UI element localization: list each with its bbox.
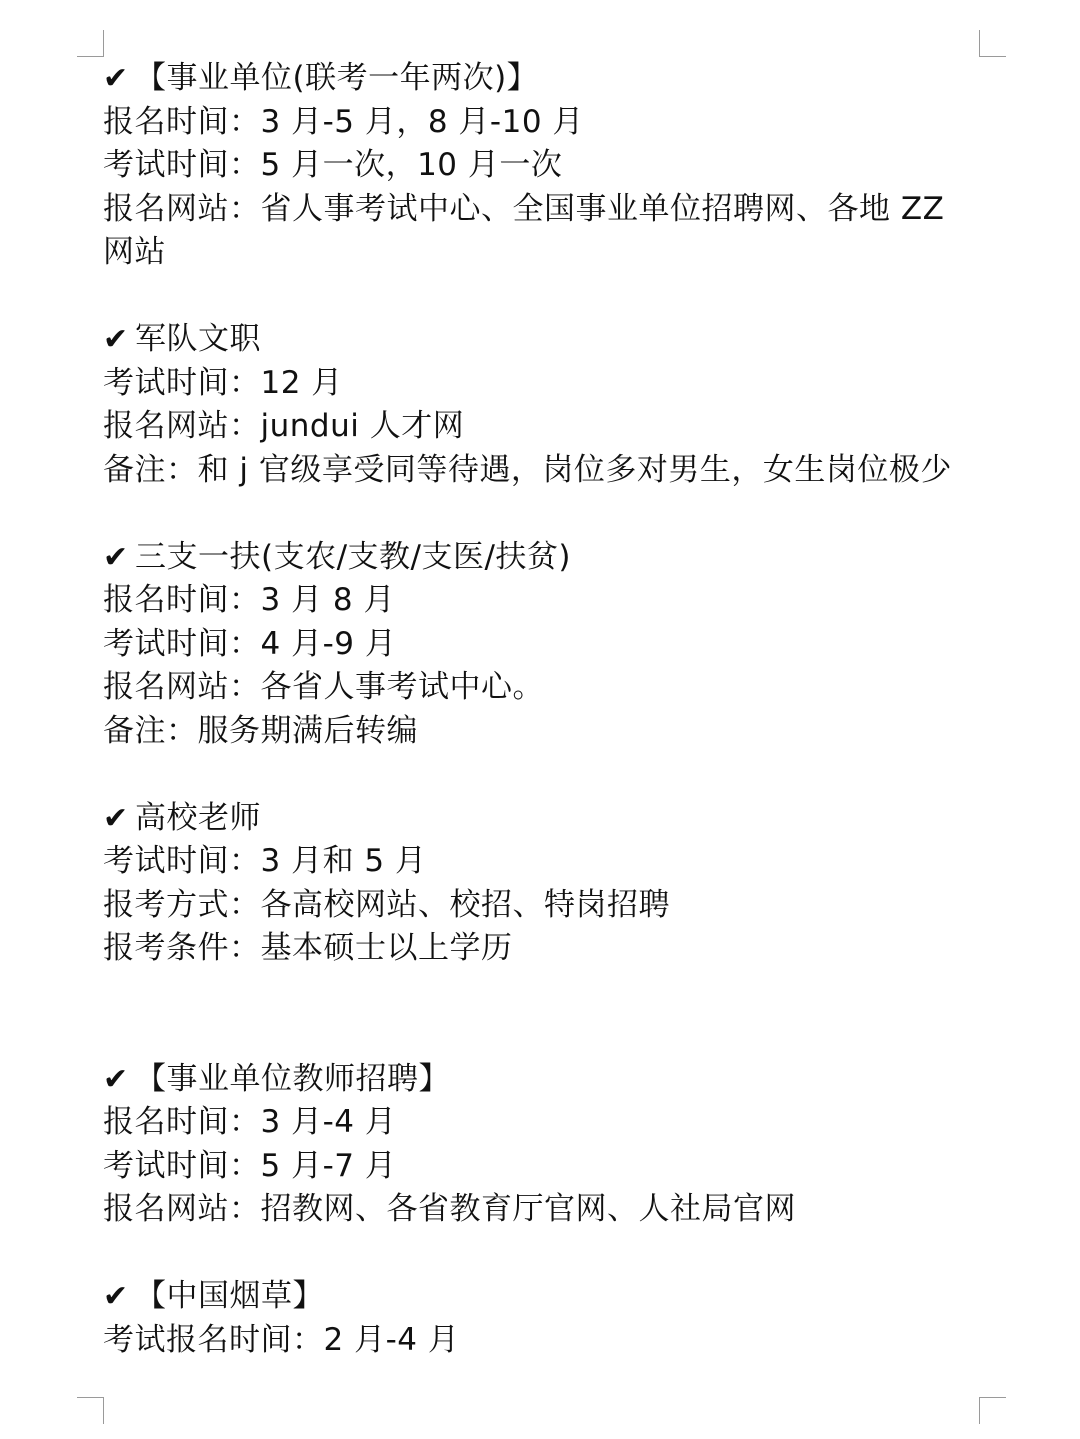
section-heading [103,1058,983,1102]
page-corner-mark-top-right [979,30,1006,57]
text-line: 考试时间：12 月 [103,364,343,401]
section-heading [103,57,983,101]
text-line: 报考方式：各高校网站、校招、特岗招聘 [103,886,670,923]
text-line: 考试时间：4 月-9 月 [103,625,397,662]
text-line: 备注：服务期满后转编 [103,712,418,749]
section-heading [103,1275,983,1319]
text-line: 网站 [103,234,166,270]
section-title: 【事业单位(联考一年两次)】 [135,60,539,96]
blank-line [103,1232,983,1276]
checkmark-icon: ✔ [103,1061,129,1097]
section-title: 【事业单位教师招聘】 [135,1060,450,1097]
text-line: 报名网站：省人事考试中心、全国事业单位招聘网、各地 ZZ [103,190,945,227]
text-line: 报名时间：3 月 8 月 [103,582,396,618]
blank-line [103,753,983,797]
blank-line [103,275,983,319]
blank-line [103,971,983,1058]
text-line: 报名时间：3 月-5 月，8 月-10 月 [103,103,584,140]
section-title: 军队文职 [135,321,261,357]
text-line: 考试时间：3 月和 5 月 [103,843,427,879]
section-heading [103,536,983,580]
section-heading [103,318,983,362]
checkmark-icon: ✔ [103,539,129,575]
text-line: 报名时间：3 月-4 月 [103,1104,397,1140]
blank-line [103,492,983,536]
checkmark-icon: ✔ [103,322,129,357]
section-title: 三支一扶(支农/支教/支医/扶贫) [135,538,572,575]
page-corner-mark-top-left [77,30,104,57]
checkmark-icon: ✔ [103,61,129,96]
section-title: 【中国烟草】 [135,1278,324,1314]
checkmark-icon: ✔ [103,1279,129,1314]
text-line: 报名网站：招教网、各省教育厅官网、人社局官网 [103,1191,796,1227]
page-corner-mark-bottom-right [979,1397,1006,1424]
text-line: 考试时间：5 月一次，10 月一次 [103,147,563,183]
text-line: 考试报名时间：2 月-4 月 [103,1321,460,1358]
section-heading [103,797,983,841]
text-line: 考试时间：5 月-7 月 [103,1147,397,1184]
text-line: 报名网站：各省人事考试中心。 [103,669,544,705]
page-corner-mark-bottom-left [77,1397,104,1424]
text-line: 报名网站：jundui 人才网 [103,408,465,444]
text-line: 报考条件：基本硕士以上学历 [103,930,513,966]
section-title: 高校老师 [135,799,261,836]
document-body [103,57,983,1362]
text-line: 备注：和 j 官级享受同等待遇，岗位多对男生，女生岗位极少 [103,451,952,488]
checkmark-icon: ✔ [103,800,129,836]
